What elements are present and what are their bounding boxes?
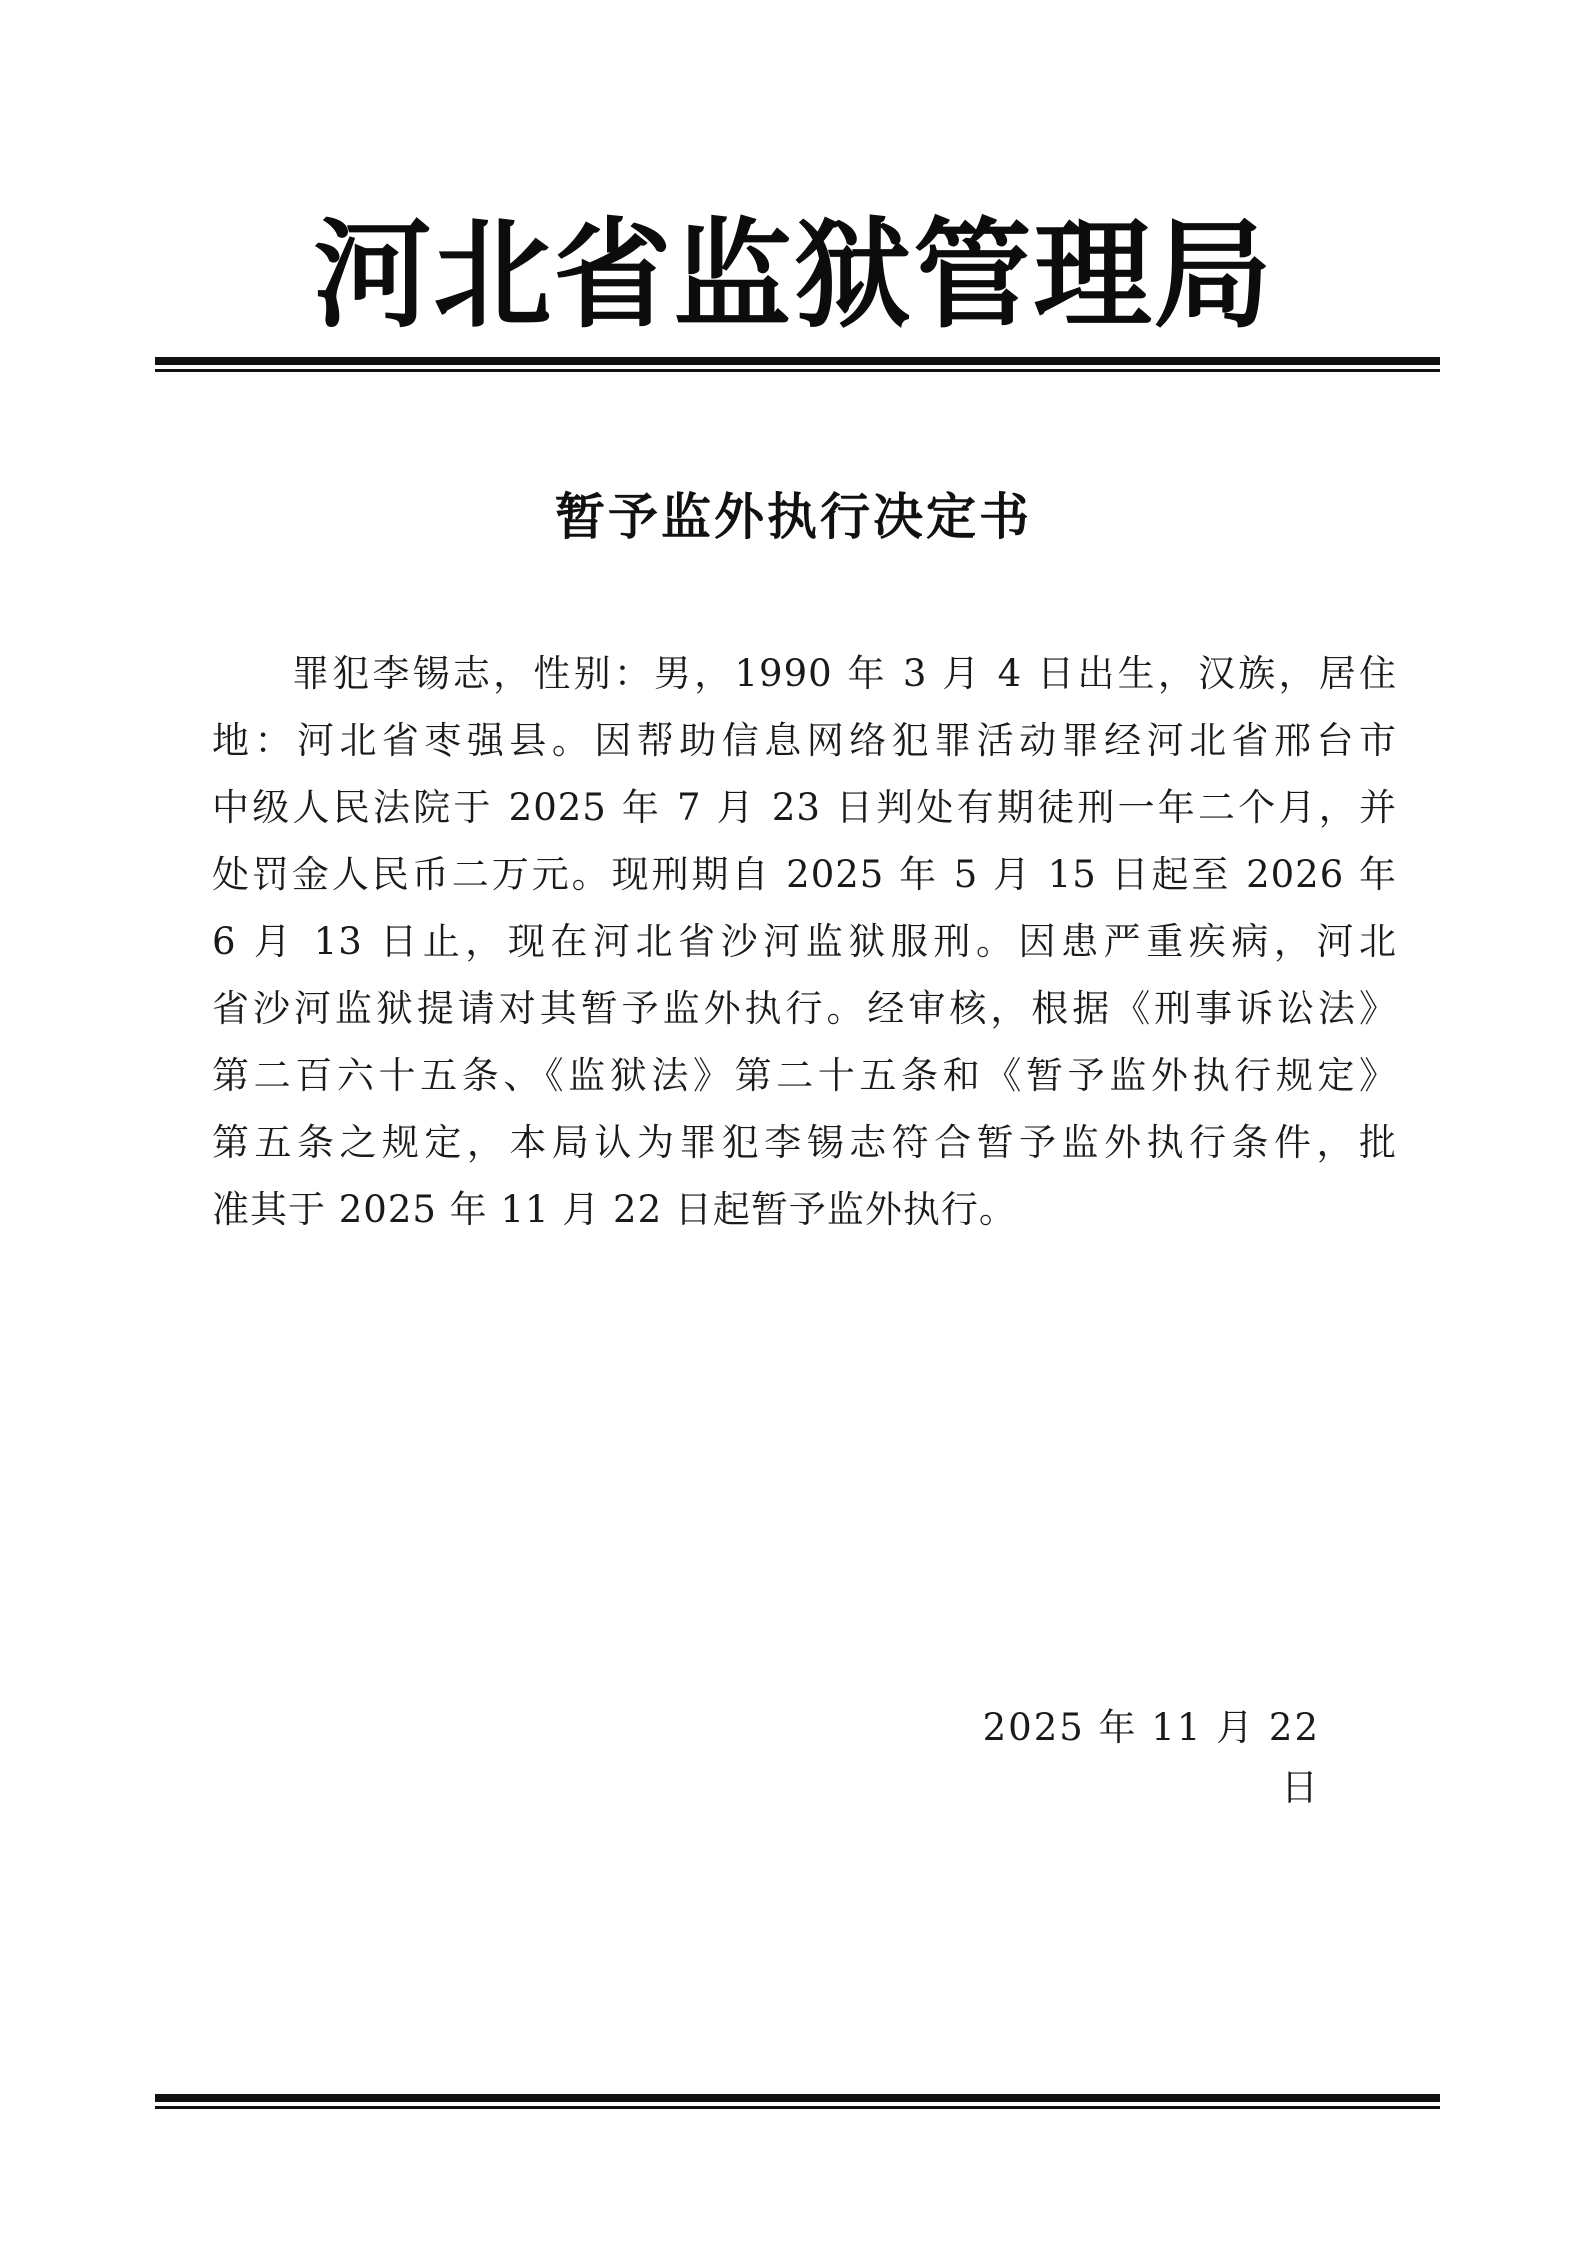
footer-divider bbox=[155, 2094, 1440, 2109]
divider-thin-line bbox=[155, 2106, 1440, 2109]
body-line: 地：河北省枣强县。因帮助信息网络犯罪活动罪经河北省邢台市 bbox=[212, 719, 1397, 762]
body-line: 6 月 13 日止，现在河北省沙河监狱服刑。因患严重疾病，河北 bbox=[212, 920, 1397, 963]
divider-thin-line bbox=[155, 369, 1440, 372]
body-line: 准其于 2025 年 11 月 22 日起暂予监外执行。 bbox=[212, 1188, 1017, 1231]
divider-thick-line bbox=[155, 357, 1440, 365]
body-line: 第二百六十五条、《监狱法》第二十五条和《暂予监外执行规定》 bbox=[212, 1054, 1397, 1097]
divider-thick-line bbox=[155, 2094, 1440, 2102]
document-body bbox=[212, 640, 1397, 1243]
body-line: 中级人民法院于 2025 年 7 月 23 日判处有期徒刑一年二个月，并 bbox=[212, 786, 1397, 829]
document-date: 2025 年 11 月 22 日 bbox=[982, 1706, 1320, 1809]
letterhead-divider bbox=[155, 357, 1440, 372]
document-title: 暂予监外执行决定书 bbox=[555, 487, 1032, 546]
body-line: 处罚金人民币二万元。现刑期自 2025 年 5 月 15 日起至 2026 年 bbox=[212, 853, 1397, 896]
body-line: 省沙河监狱提请对其暂予监外执行。经审核，根据《刑事诉讼法》 bbox=[212, 987, 1397, 1030]
body-line: 罪犯李锡志，性别：男，1990 年 3 月 4 日出生，汉族，居住 bbox=[292, 652, 1397, 695]
body-line: 第五条之规定，本局认为罪犯李锡志符合暂予监外执行条件，批 bbox=[212, 1121, 1397, 1164]
letterhead-org-name: 河北省监狱管理局 bbox=[313, 205, 1274, 344]
